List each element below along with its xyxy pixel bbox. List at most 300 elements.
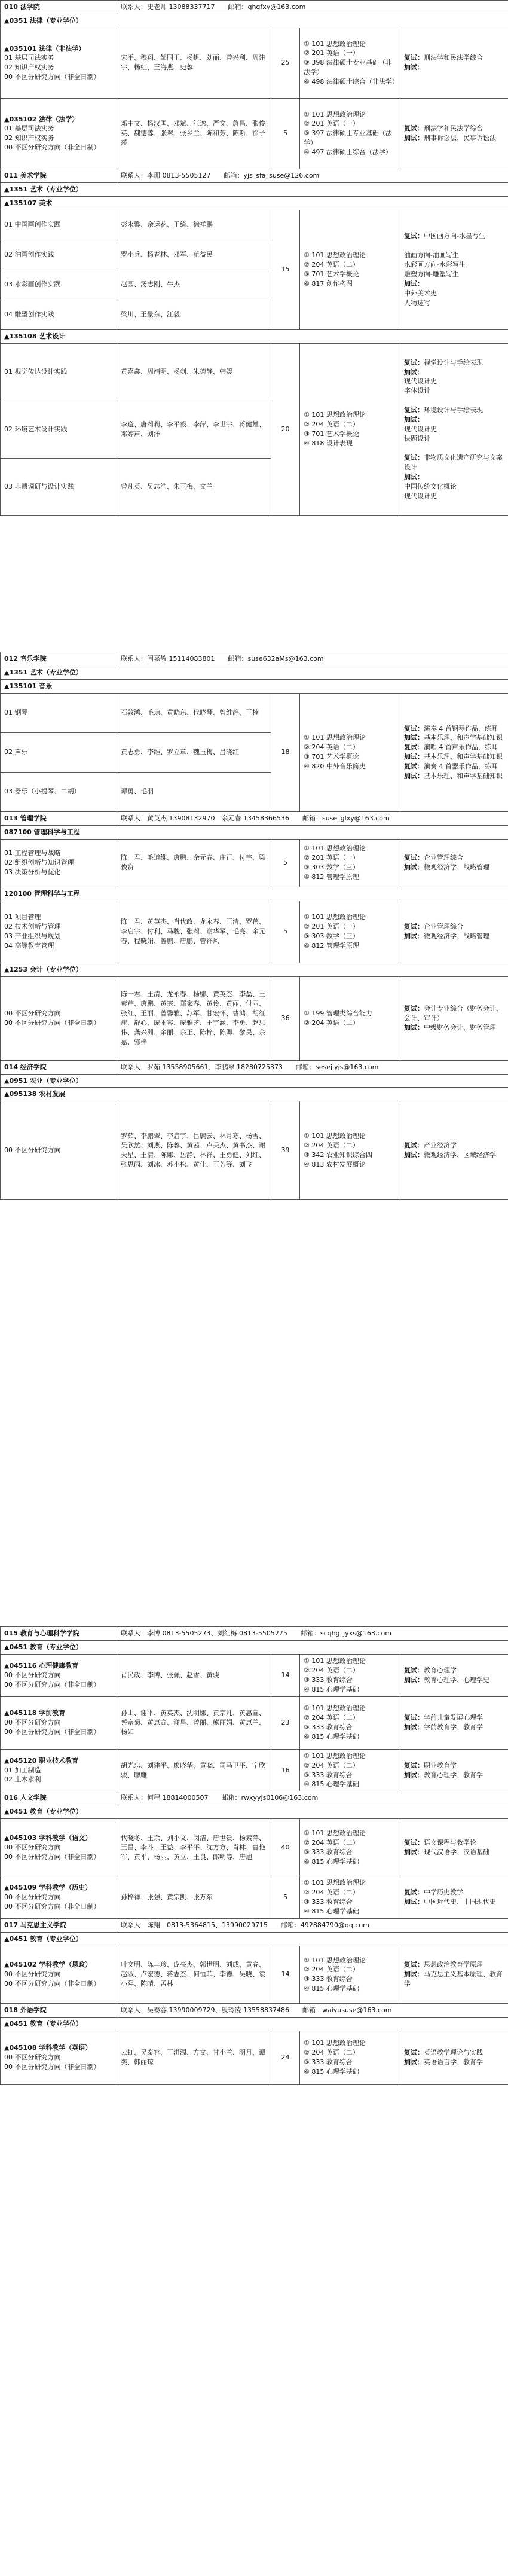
category-name: ▲1351 艺术（专业学位）	[1, 666, 508, 679]
exam-subjects-cell	[300, 839, 400, 887]
college-contact	[117, 1060, 508, 1074]
exam-subject: ③ 333 教育综合	[304, 1975, 353, 1983]
requirement-key: 加试：	[404, 280, 424, 288]
admissions-table	[0, 652, 508, 1200]
requirement-line	[404, 492, 504, 501]
major-name: ▲035101 法律（非法学）	[4, 44, 85, 53]
exam-subjects-cell	[300, 901, 400, 963]
requirement-line	[404, 1713, 504, 1723]
category-row	[1, 1640, 508, 1654]
college-row	[1, 1627, 508, 1641]
category-name: 120100 管理科学与工程	[1, 887, 508, 901]
requirement-value: 基本乐理、和声学基础知识	[424, 772, 503, 780]
requirement-line	[404, 1141, 504, 1150]
exam-subject: ① 101 思想政治理论	[304, 913, 366, 921]
supervisors-cell: 罗茹、李鹏翠、李启宇、吕毓云、林月寒、杨雪、吴欣然、刘燕、陈蓉、黄茜、卢美杰、黄书杰、谢天星、王清、陈娜、岳静、林祥、王勇健、刘红、张思雨、刘冰、苏小松、黄佳、王芳等、刘飞	[117, 1101, 271, 1200]
major-name: ▲135107 美术	[1, 196, 508, 210]
exam-subject: ② 204 英语（二）	[304, 1714, 359, 1722]
exam-subject: ② 204 英语（二）	[304, 2049, 359, 2057]
enrollment-count: 5	[271, 839, 300, 887]
requirement-key: 加试：	[404, 1771, 424, 1779]
requirement-line	[404, 1675, 504, 1685]
exam-subject: ② 204 英语（二）	[304, 1141, 359, 1149]
research-direction: 00 不区分研究方向	[4, 1009, 61, 1018]
requirement-line	[404, 63, 504, 72]
exam-subject: ④ 812 管理学原理	[304, 942, 359, 950]
research-direction: 00 不区分研究方向（非全日制）	[4, 1903, 100, 1911]
requirement-key: 加试：	[404, 863, 424, 872]
requirement-value: 基本乐理、和声学基础知识	[424, 734, 503, 742]
research-direction: 00 不区分研究方向（非全日制）	[4, 1980, 100, 1988]
enrollment-count: 36	[271, 976, 300, 1060]
supervisors-cell: 陈一君、王清、龙永春、杨娜、黄英杰、李磊、王素芹、唐鹏、黄寒、郑家春、黄伶、黄丽、付丽、张红、王丽、曾馨雅、苏军、甘宏怀、曹鸿、胡红旗、舒心、庞雨容、庞雅芝、王宇涵、李勇、赵思伟、龚兴洲、余丽、余正、陈梓、陈卿、黎昊、余嘉、郭梓	[117, 976, 271, 1060]
requirement-key: 复试：	[404, 406, 424, 414]
requirement-line	[404, 743, 504, 752]
exam-subject: ① 101 思想政治理论	[304, 39, 366, 48]
major-name: ▲045109 学科教学（历史）	[4, 1884, 92, 1892]
requirement-key: 复试：	[404, 1761, 424, 1769]
requirement-key: 复试：	[404, 1888, 424, 1897]
contact-text: 联系人：闫嘉敏 15114083801 邮箱：suse632aMs@163.com	[121, 655, 324, 663]
admissions-table	[0, 1626, 508, 2085]
requirement-line	[404, 270, 504, 279]
major-name: ▲045118 学前教育	[4, 1709, 66, 1717]
requirement-line	[404, 241, 504, 251]
research-direction: 02 土木水利	[4, 1775, 41, 1784]
exam-subject: ① 101 思想政治理论	[304, 1704, 366, 1713]
exam-subject: ③ 333 教育综合	[304, 2058, 353, 2067]
requirement-value: 中国近代史、中国现代史	[424, 1898, 496, 1906]
major-directions-cell	[1, 1696, 117, 1749]
category-name: ▲0951 农业（专业学位）	[1, 1074, 508, 1088]
exam-subject: ① 101 思想政治理论	[304, 1829, 366, 1837]
requirements-cell	[400, 1696, 508, 1749]
requirement-line	[404, 368, 504, 377]
requirement-line	[404, 752, 504, 762]
enrollment-count: 16	[271, 1749, 300, 1791]
research-direction: 00 不区分研究方向（非全日制）	[4, 2063, 100, 2071]
supervisors-cell: 宋平、穆翔、邹国正、杨帆、刘丽、曾兴利、周建宇、杨虹、王海燕、史蓉	[117, 28, 271, 98]
requirement-key: 加试：	[404, 2058, 424, 2067]
major-directions-cell	[1, 1749, 117, 1791]
exam-subjects-cell	[300, 1101, 400, 1200]
requirement-value: 现代汉语学、汉语基础	[424, 1848, 489, 1856]
category-row	[1, 825, 508, 839]
enrollment-count: 40	[271, 1819, 300, 1876]
requirement-line	[404, 298, 504, 308]
college-row	[1, 811, 508, 825]
college-name: 016 人文学院	[1, 1791, 117, 1805]
enrollment-count: 18	[271, 693, 300, 811]
page-section	[0, 652, 508, 1200]
requirement-value: 中外美术史	[404, 289, 437, 298]
requirements-cell	[400, 343, 508, 515]
requirement-key: 复试：	[404, 54, 424, 62]
requirement-key: 加试：	[404, 772, 424, 780]
requirement-key: 加试：	[404, 734, 424, 742]
research-direction: 01 中国画创作实践	[1, 210, 117, 240]
exam-subjects-cell	[300, 1749, 400, 1791]
enrollment-count: 25	[271, 28, 300, 98]
exam-subject: ④ 812 管理学原理	[304, 873, 359, 881]
exam-subject: ④ 815 心理学基础	[304, 1857, 359, 1866]
requirement-key: 复试：	[404, 453, 424, 462]
requirement-line	[404, 922, 504, 932]
exam-subject: ④ 818 设计表现	[304, 439, 353, 448]
exam-subject: ④ 815 心理学基础	[304, 1780, 359, 1788]
admissions-table	[0, 0, 508, 516]
contact-text: 联系人：李博 0813-5505273、刘红梅 0813-5505275 邮箱：scqhg_jyxs@163.com	[121, 1629, 391, 1637]
requirement-key: 复试：	[404, 743, 424, 752]
exam-subject: ④ 815 心理学基础	[304, 1733, 359, 1741]
exam-subject: ① 101 思想政治理论	[304, 110, 366, 118]
major-name: ▲135101 音乐	[1, 679, 508, 693]
requirement-value: 产业经济学	[424, 1141, 457, 1149]
college-row	[1, 1791, 508, 1805]
requirement-value: 教育心理学	[424, 1666, 457, 1674]
supervisors-cell: 赵园、汤志刚、牛杰	[117, 270, 271, 300]
requirement-line	[404, 771, 504, 781]
requirement-line	[404, 444, 504, 453]
requirement-line	[404, 1004, 504, 1023]
exam-subject: ④ 815 心理学基础	[304, 1685, 359, 1693]
requirement-line	[404, 733, 504, 743]
requirement-line	[404, 1960, 504, 1970]
exam-subject: ④ 497 法律硕士综合（法学）	[304, 148, 392, 157]
supervisors-cell: 叶文明、陈丰珍、庞亮杰、郭世明、刘成、黄春、赵淑、卢宏德、蒋志杰、何恒菲、李德、吴晓、袁小熙、陈晴、孟林	[117, 1946, 271, 2003]
requirement-value: 微观经济学、战略管理	[424, 863, 489, 872]
requirement-value: 演奏 4 首钢琴作品，练耳	[424, 724, 498, 732]
research-direction: 02 环境艺术设计实践	[1, 401, 117, 458]
major-row	[1, 901, 508, 963]
research-direction: 00 不区分研究方向（非全日制）	[4, 1728, 100, 1736]
enrollment-count: 24	[271, 2031, 300, 2084]
exam-subject: ④ 820 中外音乐简史	[304, 762, 366, 771]
requirement-line	[404, 482, 504, 492]
exam-subject: ③ 303 数学（三）	[304, 932, 359, 941]
requirement-value: 微观经济学、区域经济学	[424, 1150, 496, 1159]
requirement-value: 英语教学理论与实践	[424, 2049, 483, 2057]
requirements-cell	[400, 1654, 508, 1696]
major-name: ▲035102 法律（法学）	[4, 115, 79, 123]
major-name: ▲045120 职业技术教育	[4, 1756, 79, 1765]
research-direction: 01 基层司法实务	[4, 54, 54, 62]
requirement-line	[404, 405, 504, 415]
requirement-value: 油画方向-油画写生	[404, 251, 459, 260]
exam-subject: ② 204 英语（二）	[304, 1965, 359, 1974]
exam-subject: ① 101 思想政治理论	[304, 1656, 366, 1665]
category-row	[1, 182, 508, 196]
requirement-key: 加试：	[404, 753, 424, 761]
research-direction: 01 项目管理	[4, 913, 41, 921]
requirements-cell	[400, 976, 508, 1060]
exam-subjects-cell	[300, 1654, 400, 1696]
requirement-line	[404, 434, 504, 444]
exam-subject: ① 101 思想政治理论	[304, 1132, 366, 1140]
requirement-key: 加试：	[404, 416, 424, 424]
requirement-value: 语文课程与教学论	[424, 1838, 476, 1846]
exam-subject: ① 199 管理类综合能力	[304, 1009, 372, 1018]
college-name: 017 马克思主义学院	[1, 1919, 117, 1933]
category-name: ▲0451 教育（专业学位）	[1, 2017, 508, 2031]
exam-subject: ② 201 英语（一）	[304, 923, 359, 931]
major-header-row	[1, 1088, 508, 1101]
research-direction: 02 技术创新与管理	[4, 923, 61, 931]
requirement-value: 企业管理综合	[424, 854, 463, 862]
supervisors-cell: 李逢、唐莉莉、李平毅、李萍、李世宇、蒋健雄、邓婷声、刘洋	[117, 401, 271, 458]
requirements-cell	[400, 2031, 508, 2084]
major-row	[1, 976, 508, 1060]
research-direction: 01 基层司法实务	[4, 124, 54, 133]
exam-subject: ④ 815 心理学基础	[304, 1907, 359, 1916]
requirement-value: 职业教育学	[424, 1761, 457, 1769]
requirement-value: 教育心理学、心理学史	[424, 1675, 489, 1684]
requirement-value: 中国画方向-水墨写生	[424, 232, 485, 240]
exam-subject: ③ 333 教育综合	[304, 1675, 353, 1684]
requirements-cell	[400, 28, 508, 98]
requirement-value: 会计专业综合（财务会计、会计、审计）	[404, 1005, 503, 1023]
exam-subject: ③ 333 教育综合	[304, 1848, 353, 1856]
requirement-line	[404, 279, 504, 289]
college-contact	[117, 2003, 508, 2017]
research-direction: 00 不区分研究方向	[4, 1671, 61, 1679]
major-directions-cell	[1, 901, 117, 963]
direction-row	[1, 693, 508, 732]
exam-subject: ① 101 思想政治理论	[304, 2039, 366, 2047]
requirement-value: 微观经济学、战略管理	[424, 932, 489, 941]
contact-text: 联系人：何程 18814000507 邮箱：rwxyyjs0106@163.com	[121, 1794, 319, 1802]
exam-subject: ④ 815 心理学基础	[304, 1985, 359, 1993]
requirements-cell	[400, 693, 508, 811]
contact-text: 联系人：陈翔 0813-5364815、13990029715 邮箱：492884790@qq.com	[121, 1921, 369, 1929]
supervisors-cell: 代晓冬、王余、刘小文、闵洁、唐世贵、杨素萍、王昌、李斗、王益、李平平、沈方方、肖林、曹艳军、黄平、杨丽、黄立、王良、郎明等、唐旭	[117, 1819, 271, 1876]
major-row	[1, 1946, 508, 2003]
major-name: ▲045103 学科教学（语文）	[4, 1833, 92, 1842]
research-direction: 01 工程管理与战略	[4, 849, 61, 857]
requirement-value: 环境设计与手绘表现	[424, 406, 483, 414]
requirement-value: 刑事诉讼法、民事诉讼法	[424, 134, 496, 142]
major-directions-cell	[1, 839, 117, 887]
requirement-line	[404, 1723, 504, 1732]
category-name: ▲0451 教育（专业学位）	[1, 1640, 508, 1654]
exam-subjects-cell	[300, 28, 400, 98]
requirement-value: 字体设计	[404, 387, 430, 395]
contact-text: 联系人：李珊 0813-5505127 邮箱：yjs_sfa_suse@126.com	[121, 171, 320, 179]
requirement-key: 复试：	[404, 762, 424, 771]
major-row	[1, 1696, 508, 1749]
requirement-value: 企业管理综合	[424, 923, 463, 931]
exam-subjects-cell	[300, 1876, 400, 1919]
requirement-key: 加试：	[404, 1150, 424, 1159]
research-direction: 03 非遗调研与设计实践	[1, 458, 117, 515]
exam-subject: ③ 398 法律硕士专业基础（非法学）	[304, 59, 392, 77]
requirement-key: 加试：	[404, 472, 424, 481]
college-row	[1, 1, 508, 14]
research-direction: 00 不区分研究方向（非全日制）	[4, 1680, 100, 1689]
major-row	[1, 1876, 508, 1919]
requirement-value: 基本乐理、和声学基础知识	[424, 753, 503, 761]
exam-subject: ② 204 英语（二）	[304, 420, 359, 429]
requirement-value: 中级财务会计、财务管理	[424, 1024, 496, 1032]
college-contact	[117, 1, 508, 14]
college-contact	[117, 1627, 508, 1641]
requirement-key: 加试：	[404, 1848, 424, 1856]
requirement-line	[404, 1848, 504, 1857]
requirement-key: 加试：	[404, 368, 424, 376]
requirement-key: 加试：	[404, 932, 424, 941]
contact-text: 联系人：吴泰容 13990009729、殷玲凌 13558837486 邮箱：waiyususe@163.com	[121, 2006, 392, 2014]
college-contact	[117, 1791, 508, 1805]
supervisors-cell: 石敦鸿、毛琼、黄晓东、代晓琴、曾维静、王楠	[117, 693, 271, 732]
enrollment-count: 15	[271, 210, 300, 329]
requirement-key: 加试：	[404, 63, 424, 72]
direction-row	[1, 343, 508, 401]
requirements-cell	[400, 1819, 508, 1876]
exam-subject: ① 101 思想政治理论	[304, 1751, 366, 1760]
requirement-line	[404, 133, 504, 143]
enrollment-count: 5	[271, 1876, 300, 1919]
requirement-key: 加试：	[404, 134, 424, 142]
major-row	[1, 839, 508, 887]
requirement-key: 复试：	[404, 1005, 424, 1013]
supervisors-cell: 曾凡英、吴志浩、朱玉梅、文兰	[117, 458, 271, 515]
college-contact	[117, 652, 508, 666]
research-direction: 00 不区分研究方向（非全日制）	[4, 1852, 100, 1861]
requirement-value: 学前教育学、教育学	[424, 1723, 483, 1732]
exam-subject: ④ 817 创作构图	[304, 280, 353, 288]
requirement-key: 复试：	[404, 124, 424, 133]
exam-subject: ① 101 思想政治理论	[304, 251, 366, 260]
requirement-value: 水彩画方向-水彩写生	[404, 261, 466, 269]
exam-subject: ③ 333 教育综合	[304, 1898, 353, 1906]
requirement-value: 现代设计史	[404, 492, 437, 500]
college-row	[1, 652, 508, 666]
exam-subjects-cell	[300, 1946, 400, 2003]
exam-subject: ③ 333 教育综合	[304, 1723, 353, 1732]
page-section	[0, 1626, 508, 2085]
major-directions-cell	[1, 1819, 117, 1876]
supervisors-cell: 陈一君、黄英杰、肖代政、龙永春、王清、罗蓓、李启宇、付利、马骏、张莉、谢华军、毛亮、余元春、程晓娟、曾鹏、唐鹏、曾祥风	[117, 901, 271, 963]
research-direction: 02 知识产权实务	[4, 63, 54, 72]
requirement-key: 复试：	[404, 854, 424, 862]
category-row	[1, 1074, 508, 1088]
requirements-cell	[400, 1749, 508, 1791]
requirement-line	[404, 2048, 504, 2058]
college-name: 018 外语学院	[1, 2003, 117, 2017]
exam-subjects-cell	[300, 976, 400, 1060]
major-row	[1, 98, 508, 169]
research-direction: 02 组织创新与知识管理	[4, 859, 74, 867]
requirement-value: 刑法学和民法学综合	[424, 54, 483, 62]
exam-subject: ① 101 思想政治理论	[304, 411, 366, 419]
direction-row	[1, 1101, 508, 1200]
research-direction: 01 钢琴	[1, 693, 117, 732]
research-direction: 00 不区分研究方向	[4, 1843, 61, 1851]
requirement-key: 复试：	[404, 1961, 424, 1969]
requirement-line	[404, 1761, 504, 1771]
major-header-row	[1, 196, 508, 210]
requirement-key: 复试：	[404, 923, 424, 931]
requirement-value: 演奏 4 首器乐作品，练耳	[424, 762, 498, 771]
major-header-row	[1, 679, 508, 693]
college-name: 014 经济学院	[1, 1060, 117, 1074]
research-direction: 00 不区分研究方向	[4, 1893, 61, 1902]
category-row	[1, 14, 508, 28]
requirement-value: 演唱 4 首声乐作品，练耳	[424, 743, 498, 752]
exam-subjects-cell	[300, 210, 400, 329]
major-directions-cell	[1, 1876, 117, 1919]
requirements-cell	[400, 98, 508, 169]
supervisors-cell: 彭永馨、余运花、王绮、徐祥鹏	[117, 210, 271, 240]
requirement-line	[404, 358, 504, 368]
exam-subject: ② 204 英语（二）	[304, 1761, 359, 1769]
category-row	[1, 2017, 508, 2031]
major-name: ▲135108 艺术设计	[1, 329, 508, 343]
requirement-line	[404, 53, 504, 63]
exam-subject: ② 204 英语（二）	[304, 743, 359, 752]
enrollment-count: 14	[271, 1946, 300, 2003]
college-contact	[117, 811, 508, 825]
supervisors-cell: 梁川、王景东、江毅	[117, 300, 271, 329]
requirement-key: 加试：	[404, 1970, 424, 1979]
requirement-value: 教育心理学、教育学	[424, 1771, 483, 1779]
requirement-line	[404, 853, 504, 863]
exam-subject: ④ 813 农村发展概论	[304, 1160, 366, 1168]
requirement-key: 复试：	[404, 358, 424, 367]
requirement-line	[404, 1897, 504, 1907]
requirement-line	[404, 762, 504, 771]
exam-subject: ③ 333 教育综合	[304, 1771, 353, 1779]
research-direction: 03 产业组织与规划	[4, 932, 61, 941]
college-name: 011 美术学院	[1, 169, 117, 182]
requirement-line	[404, 453, 504, 472]
exam-subjects-cell	[300, 1696, 400, 1749]
requirements-cell	[400, 1101, 508, 1200]
major-directions-cell	[1, 2031, 117, 2084]
requirement-value: 雕塑方向-雕塑写生	[404, 270, 459, 279]
requirements-cell	[400, 839, 508, 887]
supervisors-cell: 肖民政、李博、张佩、赵雪、黄骁	[117, 1654, 271, 1696]
major-name: ▲045102 学科教学（思政）	[4, 1961, 92, 1969]
college-row	[1, 1060, 508, 1074]
category-row	[1, 1805, 508, 1819]
requirement-key: 加试：	[404, 1898, 424, 1906]
requirement-key: 复试：	[404, 232, 424, 240]
requirement-line	[404, 724, 504, 734]
major-name: ▲045116 心理健康教育	[4, 1661, 79, 1669]
supervisors-cell: 邓中文、杨汉国、邓斌、江逸、严文、詹昌、张俊英、魏德蓉、张翠、张乡兰、陈和芳、陈斯、徐子莎	[117, 98, 271, 169]
major-row	[1, 28, 508, 98]
exam-subject: ② 204 英语（二）	[304, 261, 359, 269]
research-direction: 00 不区分研究方向	[1, 1101, 117, 1200]
requirement-line	[404, 1023, 504, 1033]
major-name: ▲045108 学科教学（英语）	[4, 2044, 92, 2052]
direction-row	[1, 210, 508, 240]
exam-subject: ④ 815 心理学基础	[304, 2068, 359, 2076]
exam-subject: ② 204 英语（二）	[304, 1666, 359, 1674]
research-direction: 02 油画创作实践	[1, 240, 117, 270]
requirement-key: 加试：	[404, 1723, 424, 1732]
requirements-cell	[400, 1946, 508, 2003]
college-name: 013 管理学院	[1, 811, 117, 825]
major-row	[1, 1819, 508, 1876]
requirement-line	[404, 124, 504, 133]
supervisors-cell: 罗小兵、杨春林、邓军、范益民	[117, 240, 271, 270]
requirement-line	[404, 415, 504, 425]
requirement-line	[404, 1970, 504, 1989]
major-directions-cell	[1, 98, 117, 169]
major-header-row	[1, 329, 508, 343]
